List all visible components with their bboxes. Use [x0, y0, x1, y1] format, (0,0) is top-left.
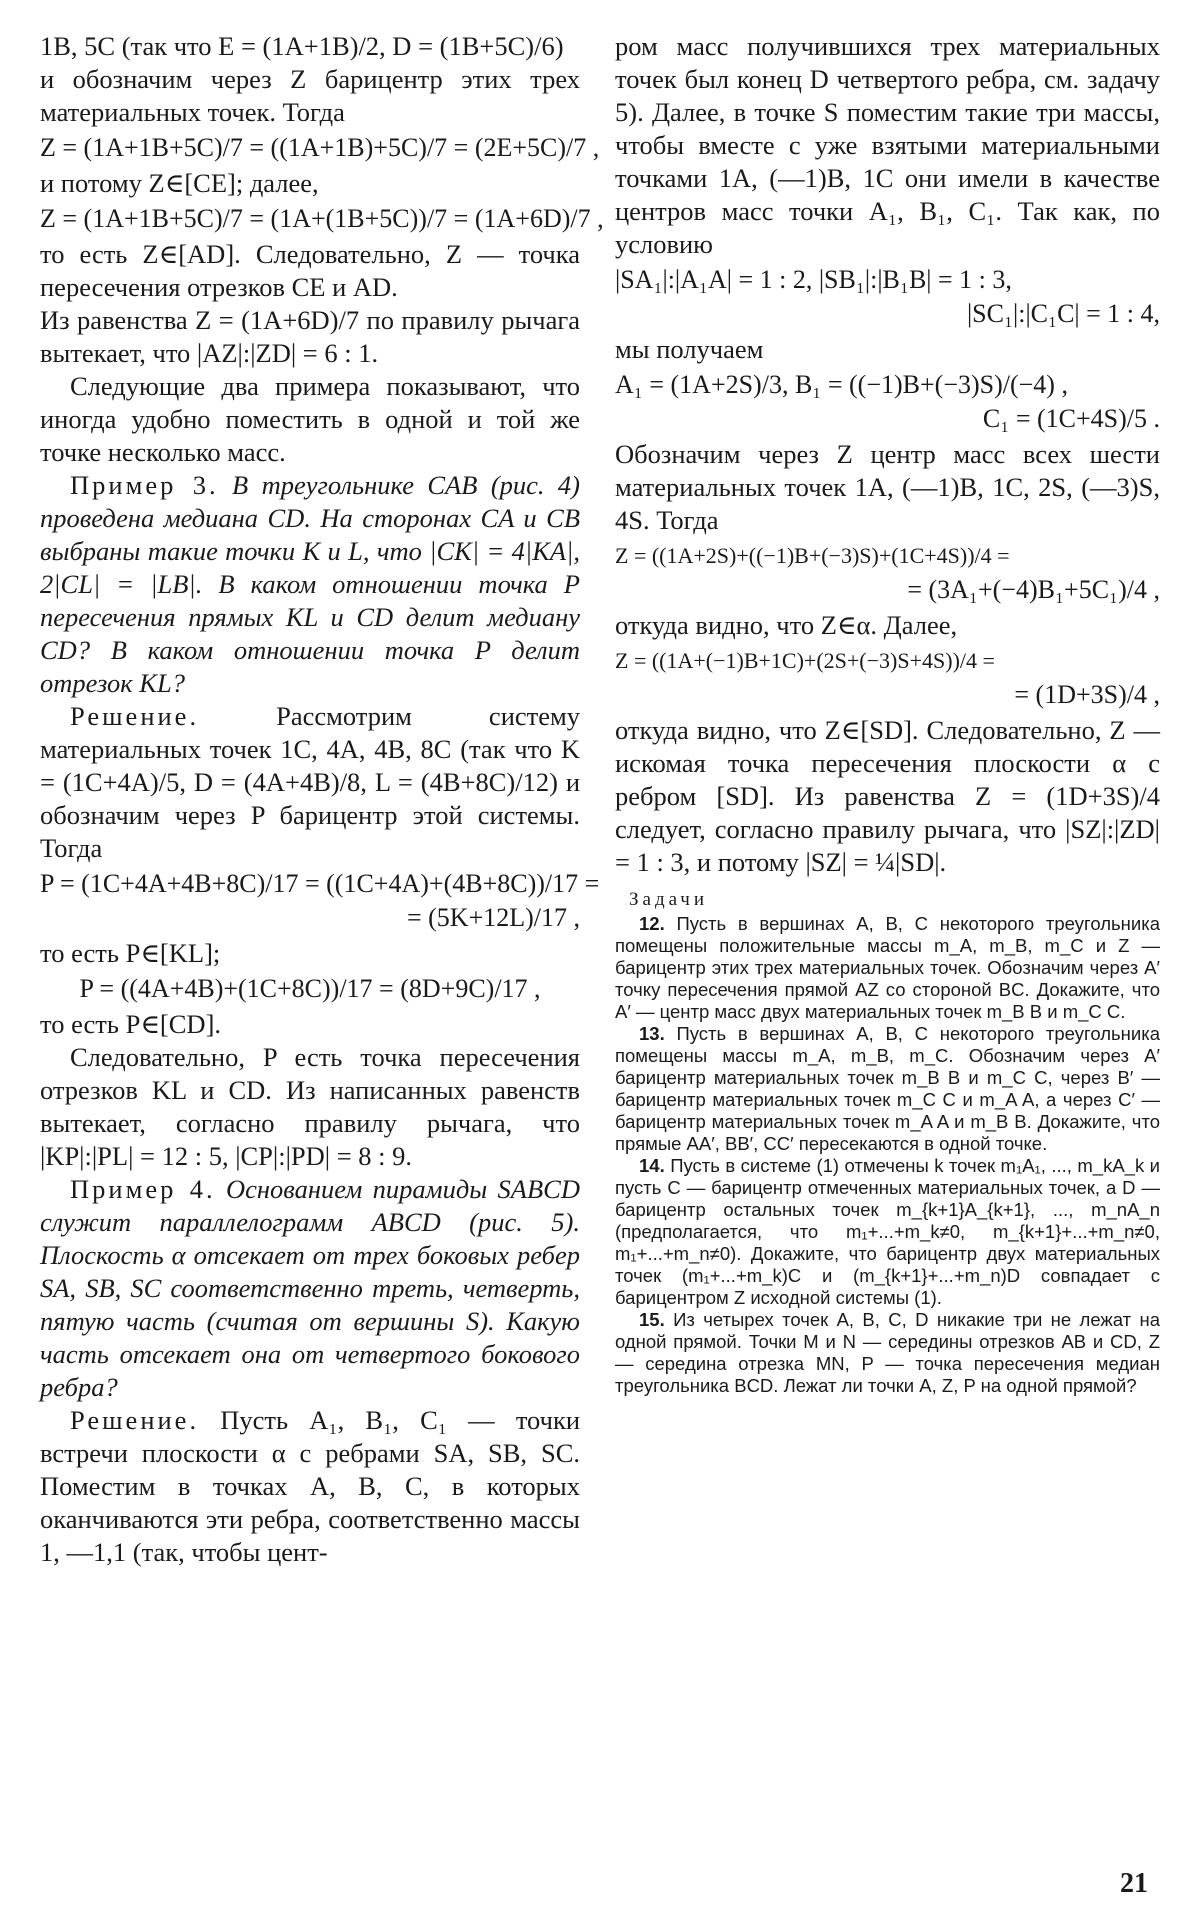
paragraph: Обозначим через Z центр масс всех шести материальных точек 1A, (—1)B, 1C, 2S, (—3)S, 4S. Тогда [615, 439, 1160, 535]
formula: |SA₁|:|A₁A| = 1 : 2, |SB₁|:|B₁B| = 1 : 3, [615, 265, 1012, 294]
paragraph: то есть P∈[KL]; [40, 938, 221, 968]
formula: Z = ((1A+(−1)B+1C)+(2S+(−3)S+4S))/4 = [615, 648, 995, 673]
formula: Z = (1A+1B+5C)/7 = ((1A+1B)+5C)/7 = (2E+5C)/7 , [40, 133, 600, 162]
example-text: В треугольнике CAB (рис. 4) проведена медиана CD. На сторонах CA и CB выбраны такие точки K и L, что |CK| = 4|KA|, 2|CL| = |LB|. В каком отношении точка P пересечения прямых KL и CD делит медиану CD? В каком отношении точка P делит отрезок KL? [40, 470, 580, 698]
paragraph: то есть Z∈[AD]. Следовательно, Z — точка пересечения отрезков CE и AD. [40, 239, 580, 302]
paragraph: ром масс получившихся трех материальных точек был конец D четвертого ребра, см. задачу 5). Далее, в точке S поместим такие три массы, чтобы вместе с уже взятыми материальными точками 1A, (—1)B, 1C они имели в качестве центров масс точки A₁, B₁, C₁. Так как, по условию [615, 31, 1160, 259]
formula: A₁ = (1A+2S)/3, B₁ = ((−1)B+(−3)S)/(−4) , [615, 370, 1068, 399]
paragraph: 1B, 5C (так что E = (1A+1B)/2, D = (1B+5C)/6) [40, 31, 564, 61]
formula: |SC₁|:|C₁C| = 1 : 4, [966, 299, 1160, 328]
task-text: Пусть в вершинах A, B, C некоторого треугольника помещены положительные массы m_A, m_B, m_C и Z — барицентр этих трех материальных точек. Обозначим через A′ точку пересечения прямой AZ со стороной BC. Докажите, что A′ — центр масс двух материальных точек m_B B и m_C C. [615, 913, 1161, 1022]
example-paragraph [40, 1173, 580, 1404]
task-number: 15. [639, 1309, 665, 1330]
example-label: Решение. [70, 1405, 200, 1435]
task-number: 14. [639, 1155, 665, 1176]
right-column [615, 30, 1160, 1397]
paragraph: откуда видно, что Z∈α. Далее, [615, 610, 958, 640]
example-text: Рассмотрим систему материальных точек 1C, 4A, 4B, 8C (так что K = (1C+4A)/5, D = (4A+4B)/8, L = (4B+8C)/12) и обозначим через P барицентр этой системы. Тогда [40, 701, 581, 863]
formula: Z = ((1A+2S)+((−1)B+(−3)S)+(1C+4S))/4 = [615, 543, 1010, 568]
paragraph: мы получаем [615, 334, 764, 364]
example-text: Пусть A₁, B₁, C₁ — точки встречи плоскости α с ребрами SA, SB, SC. Поместим в точках A, B, C, в которых оканчиваются эти ребра, соответственно массы 1, —1,1 (так, чтобы цент- [40, 1405, 581, 1567]
example-paragraph [40, 1404, 580, 1569]
formula: P = ((4A+4B)+(1C+8C))/17 = (8D+9C)/17 , [79, 974, 541, 1003]
task-item [615, 1309, 1160, 1397]
formula: Z = (1A+1B+5C)/7 = (1A+(1B+5C))/7 = (1A+6D)/7 , [40, 204, 604, 233]
paragraph: и потому Z∈[CE]; далее, [40, 168, 319, 198]
page-number: 21 [1120, 1868, 1148, 1899]
left-column [40, 30, 604, 1569]
paragraph: Из равенства Z = (1A+6D)/7 по правилу рычага вытекает, что |AZ|:|ZD| = 6 : 1. [40, 305, 580, 368]
task-item [615, 1023, 1160, 1155]
formula: = (5K+12L)/17 , [406, 903, 580, 932]
formula: P = (1C+4A+4B+8C)/17 = ((1C+4A)+(4B+8C))/17 = [40, 869, 600, 898]
paragraph: откуда видно, что Z∈[SD]. Следовательно, Z — искомая точка пересечения плоскости α с ребром [SD]. Из равенства Z = (1D+3S)/4 следует, согласно правилу рычага, что |SZ|:|ZD| = 1 : 3, и потому |SZ| = ¼|SD|. [615, 715, 1160, 877]
formula: = (3A₁+(−4)B₁+5C₁)/4 , [907, 575, 1160, 604]
task-number: 12. [639, 913, 665, 934]
task-item [615, 1155, 1160, 1309]
task-item [615, 913, 1160, 1023]
example-label: Решение. [70, 701, 200, 731]
paragraph: Следующие два примера показывают, что иногда удобно поместить в одной и той же точке несколько масс. [40, 371, 580, 467]
task-text: Из четырех точек A, B, C, D никакие три не лежат на одной прямой. Точки M и N — середины отрезков AB и CD, Z — середина отрезка MN, P — точка пересечения медиан треугольника BCD. Лежат ли точки A, Z, P на одной прямой? [615, 1309, 1160, 1396]
paragraph: Следовательно, P есть точка пересечения отрезков KL и CD. Из написанных равенств вытекает, согласно правилу рычага, что |KP|:|PL| = 12 : 5, |CP|:|PD| = 8 : 9. [40, 1042, 580, 1171]
example-label: Пример 4. [70, 1174, 216, 1204]
task-text: Пусть в вершинах A, B, C некоторого треугольника помещены массы m_A, m_B, m_C. Обозначим через A′ барицентр материальных точек m_B B и m_C C, через B′ — барицентр материальных точек m_C C и m_A A, а через C′ — барицентр материальных точек m_A A и m_B B. Докажите, что прямые AA′, BB′, CC′ пересекаются в одной точке. [615, 1023, 1161, 1154]
example-paragraph [40, 469, 580, 700]
paragraph: и обозначим через Z барицентр этих трех материальных точек. Тогда [40, 64, 580, 127]
formula: = (1D+3S)/4 , [1014, 680, 1160, 709]
paragraph: то есть P∈[CD]. [40, 1009, 222, 1039]
example-label: Пример 3. [70, 470, 219, 500]
tasks-heading: Задачи [629, 889, 709, 910]
example-text: Основанием пирамиды SABCD служит параллелограмм ABCD (рис. 5). Плоскость α отсекает от трех боковых ребер SA, SB, SC соответственно треть, четверть, пятую часть (считая от вершины S). Какую часть отсекает она от четвертого бокового ребра? [40, 1174, 580, 1402]
task-text: Пусть в системе (1) отмечены k точек m₁A₁, ..., m_kA_k и пусть C — барицентр отмеченных материальных точек, а D — барицентр остальных точек m_{k+1}A_{k+1}, ..., m_nA_n (предполагается, что m₁+...+m_k≠0, m_{k+1}+...+m_n≠0, m₁+...+m_n≠0). Докажите, что барицентр двух материальных точек (m₁+...+m_k)C и (m_{k+1}+...+m_n)D совпадает с барицентром Z исходной системы (1). [615, 1155, 1161, 1308]
example-paragraph [40, 700, 580, 865]
formula: C₁ = (1C+4S)/5 . [982, 404, 1160, 433]
task-number: 13. [639, 1023, 665, 1044]
